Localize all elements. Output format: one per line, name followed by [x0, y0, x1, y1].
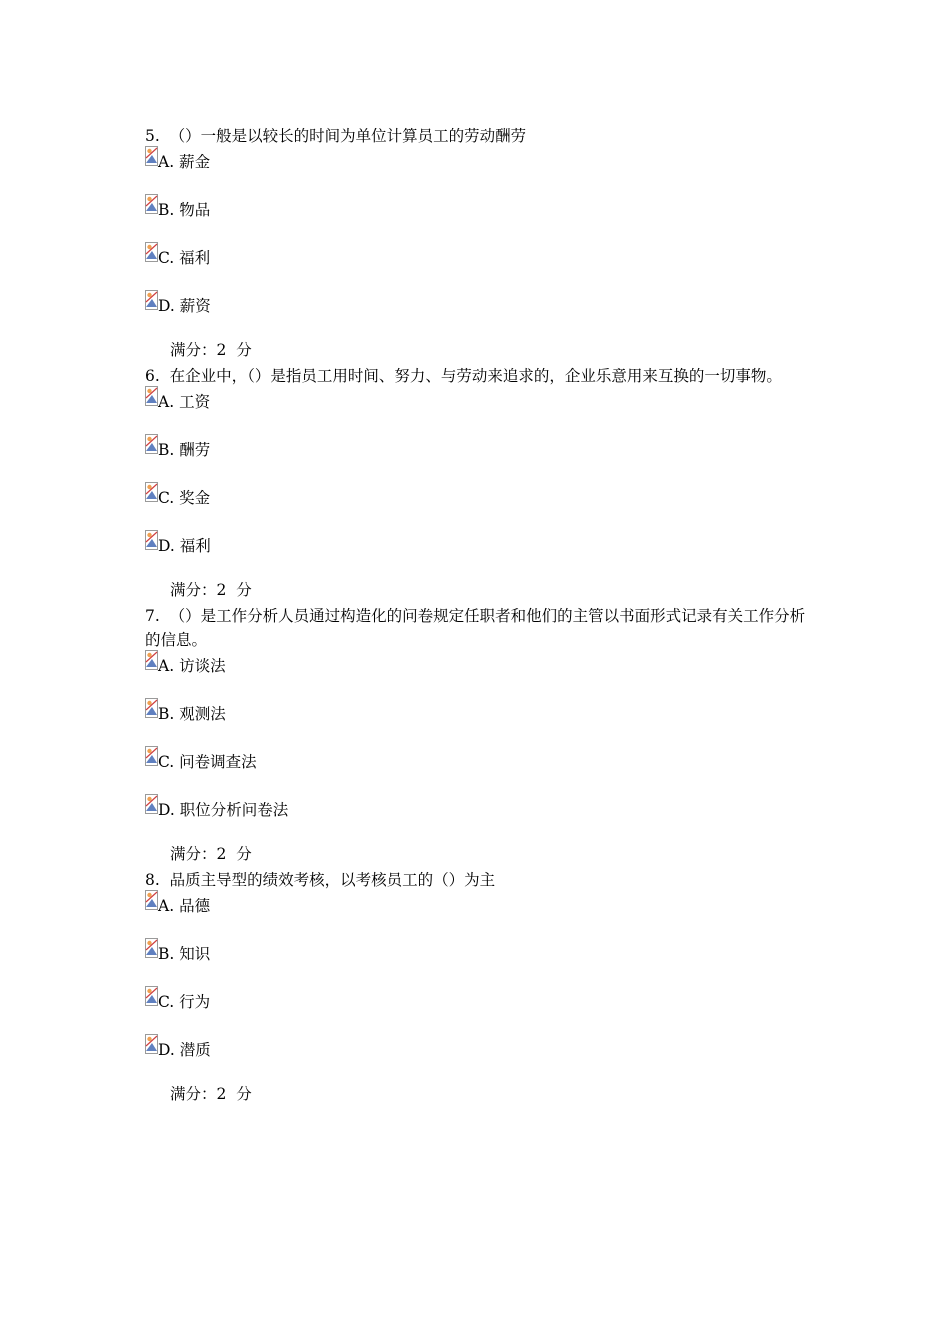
broken-image-icon — [145, 242, 158, 262]
option-c[interactable]: C. 问卷调查法 — [145, 750, 807, 774]
broken-image-icon — [145, 650, 158, 670]
option-a[interactable]: A. 工资 — [145, 390, 807, 414]
score-line: 满分：2 分 — [170, 1085, 252, 1103]
option-c[interactable]: C. 奖金 — [145, 486, 807, 510]
question-5 — [145, 124, 807, 362]
option-b[interactable]: B. 观测法 — [145, 702, 807, 726]
option-c[interactable]: C. 福利 — [145, 246, 807, 270]
question-number: 5. — [145, 127, 160, 145]
broken-image-icon — [145, 434, 158, 454]
question-text — [145, 364, 807, 388]
option-d[interactable]: D. 福利 — [145, 534, 807, 558]
option-b[interactable]: B. 知识 — [145, 942, 807, 966]
option-b[interactable]: B. 物品 — [145, 198, 807, 222]
option-d[interactable]: D. 薪资 — [145, 294, 807, 318]
option-a[interactable]: A. 品德 — [145, 894, 807, 918]
score-line: 满分：2 分 — [170, 845, 252, 863]
broken-image-icon — [145, 1034, 158, 1054]
broken-image-icon — [145, 794, 158, 814]
broken-image-icon — [145, 146, 158, 166]
broken-image-icon — [145, 482, 158, 502]
question-text — [145, 124, 807, 148]
broken-image-icon — [145, 698, 158, 718]
question-7 — [145, 604, 807, 866]
broken-image-icon — [145, 746, 158, 766]
broken-image-icon — [145, 194, 158, 214]
document-page — [145, 124, 807, 1108]
option-a[interactable]: A. 薪金 — [145, 150, 807, 174]
question-number: 8. — [145, 871, 160, 889]
option-c[interactable]: C. 行为 — [145, 990, 807, 1014]
option-a[interactable]: A. 访谈法 — [145, 654, 807, 678]
broken-image-icon — [145, 530, 158, 550]
question-text — [145, 604, 807, 652]
question-stem: （）一般是以较长的时间为单位计算员工的劳动酬劳 — [169, 127, 527, 145]
question-stem: 品质主导型的绩效考核，以考核员工的（）为主 — [169, 871, 496, 889]
question-stem: 在企业中，（）是指员工用时间、努力、与劳动来追求的，企业乐意用来互换的一切事物。 — [169, 367, 782, 385]
question-8 — [145, 868, 807, 1106]
question-number: 6. — [145, 367, 160, 385]
broken-image-icon — [145, 290, 158, 310]
broken-image-icon — [145, 938, 158, 958]
score-line: 满分：2 分 — [170, 581, 252, 599]
broken-image-icon — [145, 986, 158, 1006]
question-6 — [145, 364, 807, 602]
score-line: 满分：2 分 — [170, 341, 252, 359]
option-b[interactable]: B. 酬劳 — [145, 438, 807, 462]
broken-image-icon — [145, 890, 158, 910]
option-d[interactable]: D. 潜质 — [145, 1038, 807, 1062]
question-text — [145, 868, 807, 892]
question-stem: （）是工作分析人员通过构造化的问卷规定任职者和他们的主管以书面形式记录有关工作分析的信息。 — [145, 607, 806, 649]
option-d[interactable]: D. 职位分析问卷法 — [145, 798, 807, 822]
question-number: 7. — [145, 607, 160, 625]
broken-image-icon — [145, 386, 158, 406]
